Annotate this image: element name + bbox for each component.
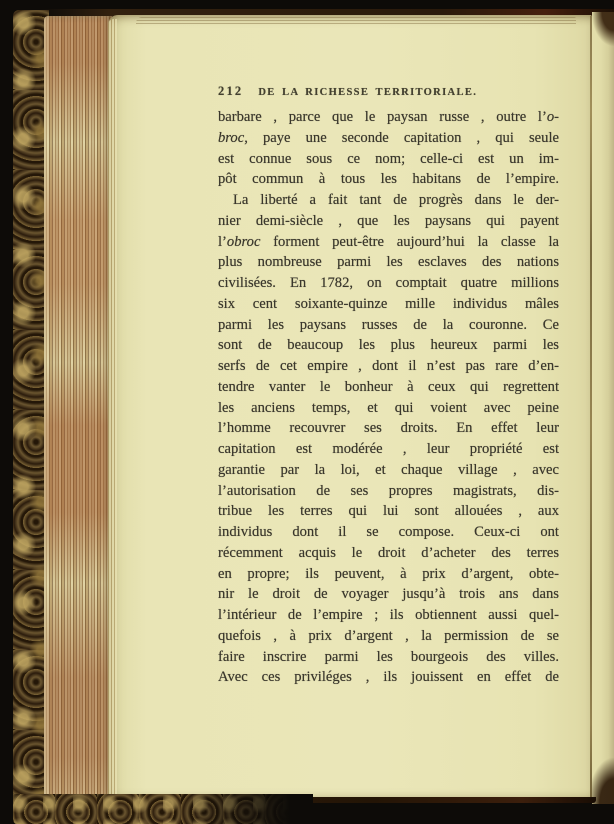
text-segment: faire inscrire parmi les bourgeois des villes. (218, 648, 559, 665)
text-segment: serfs de cet empire , dont il n’est pas rare d’en- (218, 358, 559, 374)
stacked-page-top-edges (136, 17, 576, 24)
text-line (218, 605, 559, 626)
italic-text-segment: broc (218, 129, 245, 146)
page-number: 212 (218, 84, 244, 98)
facing-page-strip (592, 12, 614, 804)
text-segment: tendre vanter le bonheur à ceux qui regrettent (218, 378, 559, 395)
text-segment: La liberté a fait tant de progrès dans le der- (233, 192, 559, 208)
text-line (218, 564, 559, 585)
text-line (218, 315, 559, 336)
text-line (218, 584, 559, 605)
text-line (218, 232, 559, 253)
text-segment: tribue les terres qui lui sont allouées , aux (218, 503, 559, 520)
text-segment: six cent soixante-quinze mille individus mâles (218, 295, 559, 312)
text-segment: est connue sous ce nom; celle-ci est un im- (218, 150, 559, 167)
italic-text-segment: obroc (226, 233, 261, 250)
text-line (218, 273, 559, 294)
text-segment: l’ (218, 233, 227, 250)
text-line (218, 481, 559, 502)
text-segment: civilisées. En 1782, on comptait quatre millions (218, 275, 559, 291)
text-line (218, 356, 559, 377)
text-segment: nir le droit de voyager jusqu’à trois ans dans (218, 586, 559, 603)
text-segment: pôt commun à tous les habitans de l’empire. (218, 171, 559, 188)
running-header (218, 84, 559, 100)
running-title: DE LA RICHESSE TERRITORIALE. (258, 87, 478, 98)
text-segment: les anciens temps, et qui voient avec peine (218, 399, 559, 416)
text-segment: , paye une seconde capitation , qui seule (244, 129, 559, 146)
text-segment: forment peut-être aujourd’hui la classe la (260, 233, 559, 250)
text-line (218, 190, 559, 211)
text-segment: en propre; ils peuvent, à prix d’argent, obte- (218, 565, 559, 582)
text-line (218, 335, 559, 356)
text-segment: capitation est modérée , leur propriété est (218, 441, 559, 457)
text-line (218, 439, 559, 460)
text-segment: sont de beaucoup les plus heureux parmi les (218, 337, 559, 354)
text-line (218, 211, 559, 232)
text-segment: l’intérieur de l’empire ; ils obtiennent aussi quel- (218, 607, 559, 623)
text-line (218, 149, 559, 170)
text-line (218, 647, 559, 668)
page-body-text (218, 107, 559, 688)
text-line (218, 667, 559, 688)
text-line (218, 626, 559, 647)
text-line (218, 128, 559, 149)
text-segment: l’autorisation de ses propres magistrats, dis- (218, 482, 559, 499)
text-line (218, 398, 559, 419)
text-line (218, 522, 559, 543)
text-segment: individus dont il se compose. Ceux-ci ont (218, 524, 559, 540)
text-segment: garantie par la loi, et chaque village , avec (218, 461, 559, 478)
page-fore-edges (44, 16, 112, 804)
marbled-cover-bottom (13, 794, 313, 824)
book-page (108, 15, 592, 801)
text-line (218, 294, 559, 315)
text-segment: parmi les paysans russes de la couronne. Ce (218, 316, 559, 333)
text-line (218, 543, 559, 564)
text-line (218, 501, 559, 522)
text-line (218, 377, 559, 398)
text-segment: nier demi-siècle , que les paysans qui payent (218, 212, 559, 229)
text-segment: quefois , à prix d’argent , la permission de se (218, 627, 559, 644)
text-line (218, 107, 559, 128)
stacked-page-left-edges (108, 19, 117, 797)
italic-text-segment: o- (546, 109, 559, 125)
text-segment: plus nombreuse parmi les esclaves des nations (218, 254, 559, 271)
text-segment: récemment acquis le droit d’acheter des terres (218, 544, 559, 561)
text-line (218, 460, 559, 481)
text-segment: l’homme recouvrer ses droits. En effet leur (218, 420, 559, 437)
text-line (218, 169, 559, 190)
text-segment: Avec ces priviléges , ils jouissent en effet de (218, 669, 559, 686)
text-line (218, 418, 559, 439)
text-line (218, 252, 559, 273)
text-segment: barbare , parce que le paysan russe , outre l’ (218, 109, 547, 125)
